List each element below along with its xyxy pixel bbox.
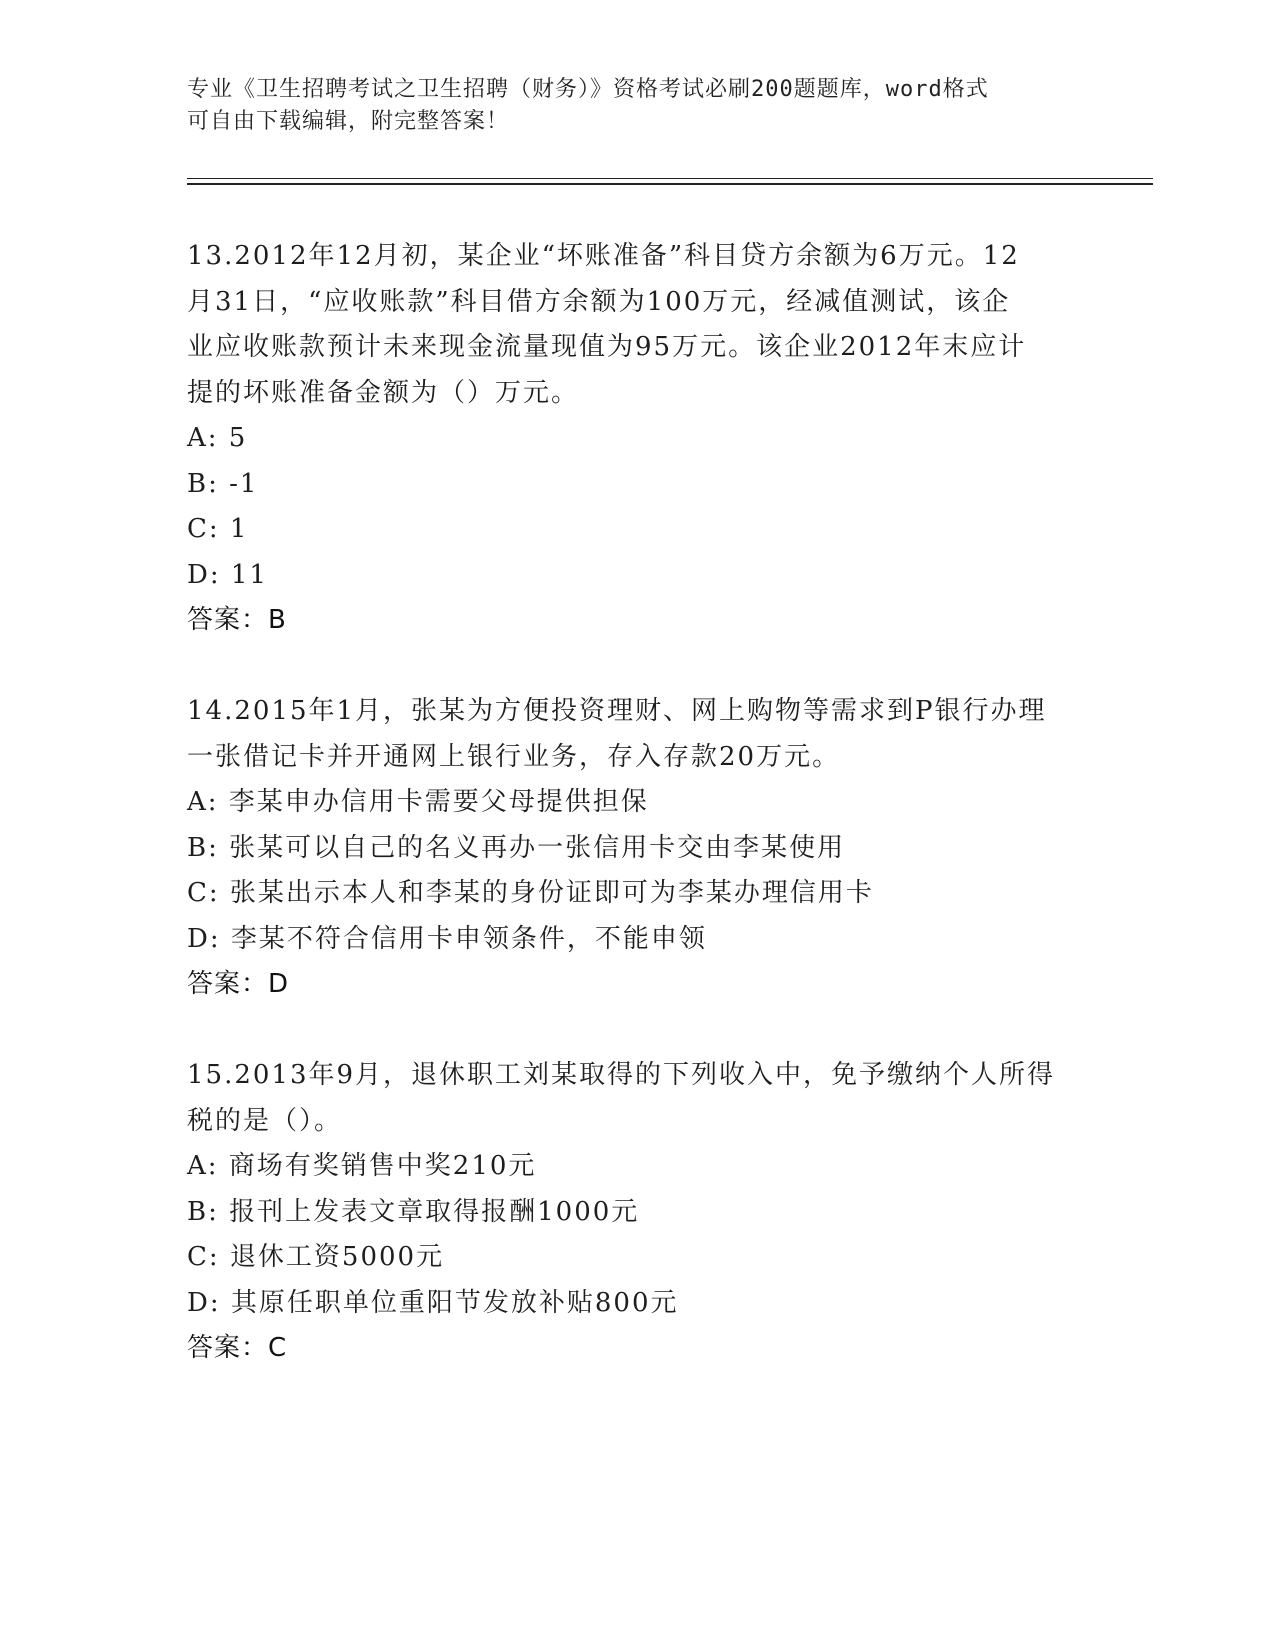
document-header — [187, 74, 1067, 138]
answer-line: 答案：C — [187, 1333, 288, 1363]
option-a: A: 商场有奖销售中奖210元 — [187, 1151, 537, 1181]
header-divider-thin — [187, 178, 1153, 179]
option-c: C: 张某出示本人和李某的身份证即可为李某办理信用卡 — [187, 878, 874, 908]
question-stem-line: 税的是（）。 — [187, 1105, 343, 1136]
question-stem-line: 13.2012年12月初，某企业“坏账准备”科目贷方余额为6万元。12 — [187, 241, 1020, 271]
question-stem-line: 一张借记卡并开通网上银行业务，存入存款20万元。 — [187, 741, 841, 772]
header-line-1: 专业《卫生招聘考试之卫生招聘（财务）》资格考试必刷200题题库，word格式 — [187, 77, 989, 102]
option-d: D: 11 — [187, 559, 268, 590]
question-stem-line: 提的坏账准备金额为（）万元。 — [187, 377, 580, 408]
header-divider-thick — [187, 183, 1153, 185]
question-14 — [187, 689, 1087, 1008]
question-stem-line: 15.2013年9月，退休职工刘某取得的下列收入中，免予缴纳个人所得 — [187, 1060, 1056, 1090]
option-b: B: -1 — [187, 468, 259, 499]
answer-line: 答案：D — [187, 969, 290, 999]
option-c: C: 1 — [187, 514, 249, 544]
option-d: D: 其原任职单位重阳节发放补贴800元 — [187, 1287, 679, 1318]
option-c: C: 退休工资5000元 — [187, 1242, 445, 1272]
question-13 — [187, 234, 1087, 644]
option-b: B: 报刊上发表文章取得报酬1000元 — [187, 1196, 640, 1227]
question-stem-line: 14.2015年1月，张某为方便投资理财、网上购物等需求到P银行办理 — [187, 696, 1047, 726]
option-a: A: 5 — [187, 423, 248, 453]
option-a: A: 李某申办信用卡需要父母提供担保 — [187, 787, 649, 817]
question-15 — [187, 1053, 1087, 1372]
option-b: B: 张某可以自己的名义再办一张信用卡交由李某使用 — [187, 832, 846, 863]
header-line-2: 可自由下载编辑，附完整答案！ — [187, 109, 510, 134]
question-stem-line: 月31日，“应收账款”科目借方余额为100万元，经减值测试，该企 — [187, 286, 1011, 317]
option-d: D: 李某不符合信用卡申领条件，不能申领 — [187, 923, 707, 954]
question-stem-line: 业应收账款预计未来现金流量现值为95万元。该企业2012年末应计 — [187, 332, 1027, 362]
answer-line: 答案：B — [187, 605, 287, 635]
